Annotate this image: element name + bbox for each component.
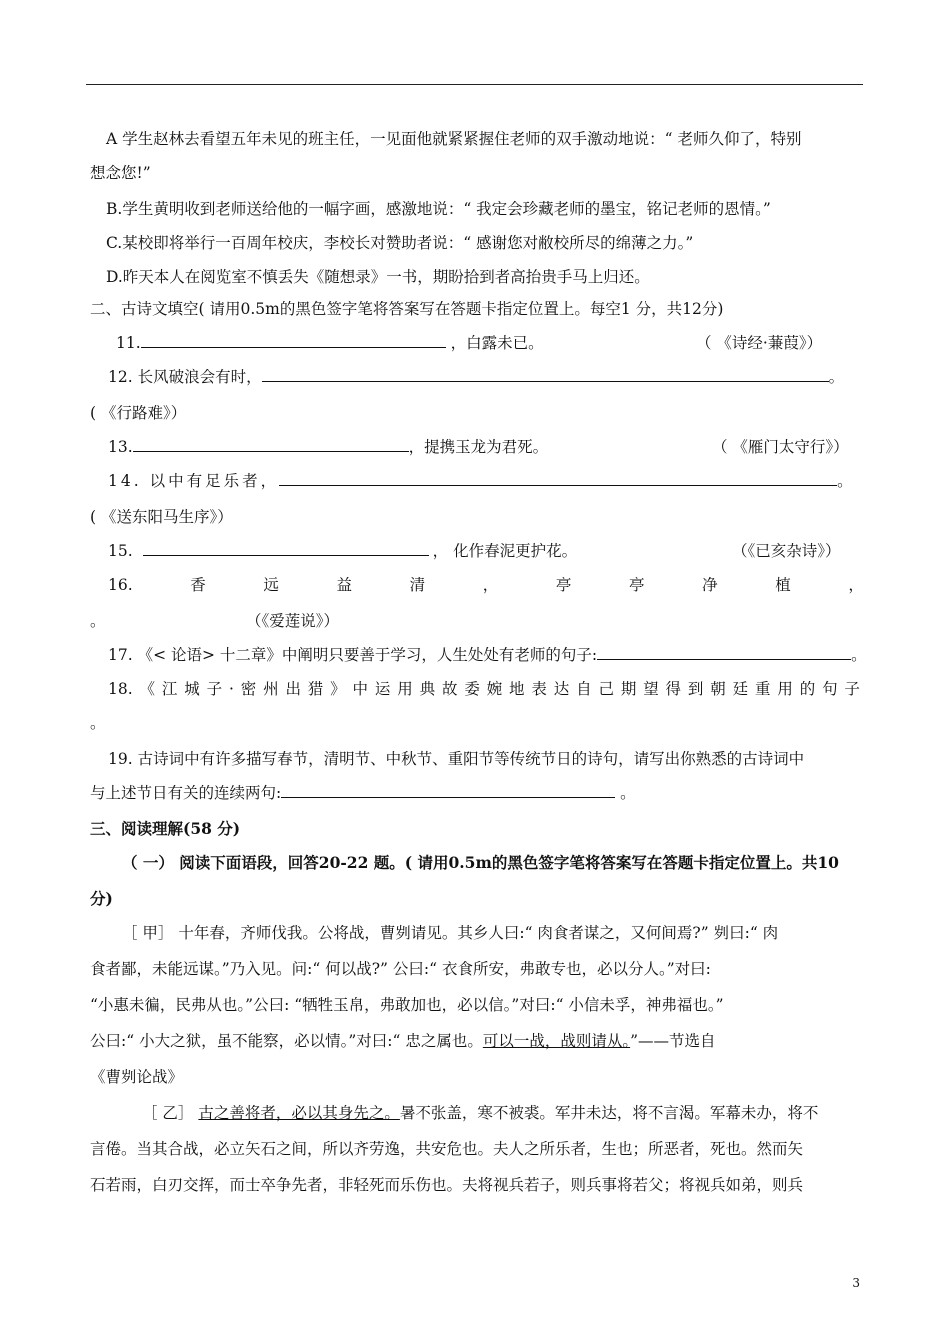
q16-line2: 。 — [90, 612, 106, 630]
q18-char: · — [228, 680, 234, 698]
q19-blank[interactable] — [281, 782, 615, 798]
q14-blank[interactable] — [279, 470, 837, 486]
q18-char: 18. — [108, 680, 133, 698]
q18-char: 》 — [330, 680, 346, 698]
q12-source: ( 《行路难》） — [90, 404, 187, 422]
q18-line2: 。 — [90, 714, 106, 732]
section3-subtitle-line2: 分) — [90, 889, 113, 908]
q15-source: （《已亥杂诗》） — [732, 542, 841, 560]
passage-jia-line3: “小惠未徧，民弗从也。”公曰: “牺牲玉帛，弗敢加也，必以信。”对曰:“ 小信未孚，神弗福也。” — [90, 996, 724, 1014]
q18-char: 的 — [799, 680, 816, 698]
q13-number: 13. — [108, 438, 133, 456]
q18-char: 到 — [687, 680, 704, 698]
q18-char: 出 — [285, 680, 301, 698]
q16-justified-line: 16. 香 远 益 清 ， 亭 亭 净 植 ， — [108, 576, 864, 594]
q18-char: 表 — [531, 680, 547, 698]
q14: 14. 以中有足乐者， 。 — [108, 472, 853, 490]
q18-char: 重 — [754, 680, 771, 698]
q18-char: 中 — [352, 680, 369, 698]
q14-source: ( 《送东阳马生序》） — [90, 508, 233, 526]
q18-char: 朝 — [710, 680, 726, 698]
q10-option-a-line1: A 学生赵林去看望五年未见的班主任，一见面他就紧紧握住老师的双手激动地说：“ 老师久仰了，特别 — [106, 130, 802, 148]
passage-yi-line2: 言倦。当其合战，必立矢石之间，所以齐劳逸，共安危也。夫人之所乐者，生也；所恶者，死也。然而矢 — [90, 1140, 804, 1158]
underlined-sentence: 古之善将者，必以其身先之。 — [198, 1104, 400, 1122]
q14-text: 14. 以中有足乐者， — [108, 472, 280, 490]
q11-number: 11. — [116, 334, 141, 352]
passage-jia-line2: 食者鄙，未能远谋。”乃入见。问:“ 何以战?” 公曰:“ 衣食所安，弗敢专也，必以分人。”对曰: — [90, 960, 711, 978]
q18-char: 城 — [184, 680, 200, 698]
q18-char: 地 — [509, 680, 525, 698]
q18-char: 子 — [206, 680, 223, 698]
q10-option-c: C.某校即将举行一百周年校庆，李校长对赞助者说：“ 感谢您对敝校所尽的绵薄之力。” — [106, 234, 694, 252]
q18-char: 得 — [665, 680, 682, 698]
q18-char: 己 — [598, 680, 614, 698]
q16 — [108, 574, 864, 596]
passage-jia-line4: 公曰:“ 小大之狱，虽不能察，必以情。”对曰:“ 忠之属也。可以一战，战则请从。”——节选自 — [90, 1032, 716, 1050]
page-number: 3 — [852, 1276, 860, 1290]
q18-char: 猎 — [307, 680, 324, 698]
q11-source: （ 《诗经·蒹葭》） — [696, 334, 823, 352]
q10-option-b: B.学生黄明收到老师送给他的一幅字画，感激地说：“ 我定会珍藏老师的墨宝，铭记老师的恩情。” — [106, 200, 771, 218]
passage-yi-line3: 石若雨，白刃交挥，而士卒争先者，非轻死而乐伤也。夫将视兵若子，则兵事将若父；将视兵如弟，则兵 — [90, 1176, 804, 1194]
q18-char: 密 — [240, 680, 257, 698]
q12: 12. 长风破浪会有时， 。 — [108, 368, 845, 386]
q18-char: 自 — [576, 680, 592, 698]
q18-char: 州 — [263, 680, 279, 698]
q19-line1: 19. 古诗词中有许多描写春节，清明节、中秋节、重阳节等传统节日的诗句，请写出你熟悉的古诗词中 — [108, 750, 805, 768]
underlined-sentence: 可以一战，战则请从。 — [482, 1032, 631, 1050]
q18-char: 用 — [777, 680, 793, 698]
q18-char: 委 — [464, 680, 480, 698]
q19-line2: 与上述节日有关的连续两句: 。 — [90, 784, 636, 802]
q11-text: ，白露未已。 — [450, 334, 544, 352]
q17-blank[interactable] — [597, 644, 851, 660]
q13-source: （ 《雁门太守行》） — [712, 438, 849, 456]
section3-subtitle-line1: （ 一） 阅读下面语段，回答20-22 题。( 请用0.5m的黑色签字笔将答案写在答题卡指定位置上。共10 — [122, 853, 839, 872]
q15-text: ， 化作春泥更护花。 — [432, 542, 578, 560]
q18-justified-line — [108, 678, 860, 700]
q12-text: 12. 长风破浪会有时， — [108, 368, 262, 386]
q18-char: 期 — [620, 680, 637, 698]
q18-char: 望 — [643, 680, 659, 698]
passage-yi-line1: ［ 乙］ 古之善将者，必以其身先之。暑不张盖，寒不被裘。军井未达，将不言渴。军幕未办，将不 — [142, 1104, 819, 1122]
q18-char: 廷 — [732, 680, 749, 698]
q15-number: 15. — [108, 542, 133, 560]
q17: 17. 《< 论语> 十二章》中阐明只要善于学习，人生处处有老师的句子: 。 — [108, 646, 867, 664]
q11-blank[interactable] — [141, 332, 446, 348]
passage-jia-source: 《曹刿论战》 — [90, 1068, 184, 1086]
q15-blank[interactable] — [143, 540, 429, 556]
q12-blank[interactable] — [262, 366, 829, 382]
q18-char: 《 — [139, 680, 156, 698]
section3-title: 三、阅读理解(58 分) — [90, 819, 241, 838]
q17-text: 17. 《< 论语> 十二章》中阐明只要善于学习，人生处处有老师的句子: — [108, 646, 598, 664]
q10-option-d: D.昨天本人在阅览室不慎丢失《随想录》一书，期盼拾到者高抬贵手马上归还。 — [106, 268, 650, 286]
q18 — [108, 678, 860, 700]
passage-jia-line1: ［ 甲］ 十年春，齐师伐我。公将战，曹刿请见。其乡人曰:“ 肉食者谋之，又何间焉?” 刿曰:“ 肉 — [122, 924, 779, 942]
header-rule — [86, 84, 863, 85]
q18-char: 句 — [822, 680, 838, 698]
q13-text: ，提携玉龙为君死。 — [408, 438, 549, 456]
q18-char: 典 — [419, 680, 436, 698]
q18-char: 子 — [844, 680, 860, 698]
q18-char: 故 — [441, 680, 458, 698]
q18-char: 运 — [374, 680, 391, 698]
q16-source: （《爱莲说》） — [246, 612, 340, 630]
q18-char: 江 — [161, 680, 178, 698]
section2-title: 二、古诗文填空( 请用0.5m的黑色签字笔将答案写在答题卡指定位置上。每空1 分，共12分) — [90, 300, 724, 318]
q18-char: 达 — [553, 680, 570, 698]
q10-option-a-line2: 想念您!” — [90, 164, 151, 182]
q18-char: 用 — [397, 680, 413, 698]
q18-char: 婉 — [486, 680, 503, 698]
q13-blank[interactable] — [133, 436, 409, 452]
